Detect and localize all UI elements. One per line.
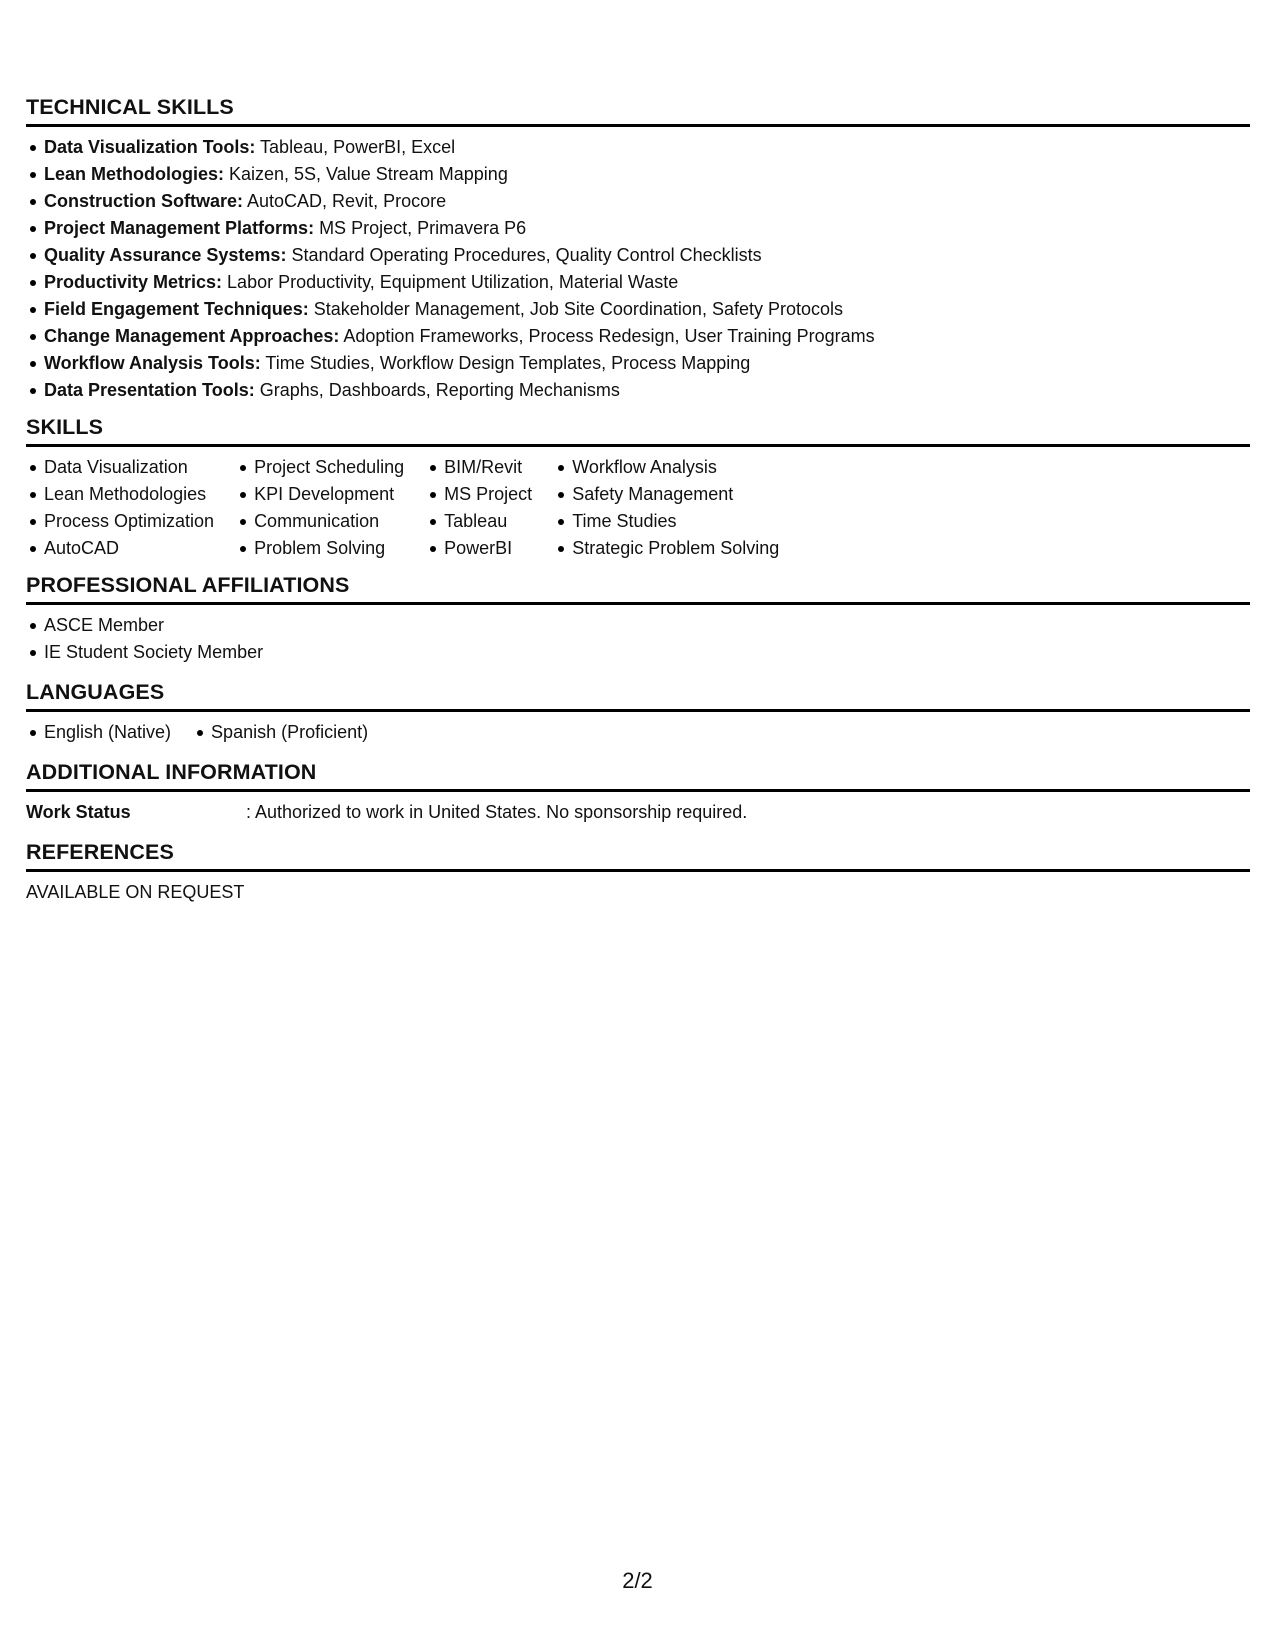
list-item: Problem Solving — [236, 535, 404, 562]
section-title-references: REFERENCES — [26, 839, 1250, 872]
skills-column — [554, 454, 779, 562]
skill-category-value: Standard Operating Procedures, Quality Control Checklists — [286, 245, 762, 265]
section-title-affiliations: PROFESSIONAL AFFILIATIONS — [26, 572, 1250, 605]
section-title-languages: LANGUAGES — [26, 679, 1250, 712]
skills-column — [26, 454, 214, 562]
list-item: Project Scheduling — [236, 454, 404, 481]
technical-skills-section — [26, 94, 1250, 404]
list-item: Data Visualization — [26, 454, 214, 481]
list-item: Time Studies — [554, 508, 779, 535]
list-item — [26, 296, 1250, 323]
references-section — [26, 839, 1250, 906]
list-item — [26, 188, 1250, 215]
list-item: MS Project — [426, 481, 532, 508]
work-status-label: Work Status — [26, 802, 131, 822]
section-title-skills: SKILLS — [26, 414, 1250, 447]
additional-info-section — [26, 759, 1250, 826]
skill-category-label: Field Engagement Techniques: — [44, 299, 309, 319]
list-item — [26, 161, 1250, 188]
list-item: Strategic Problem Solving — [554, 535, 779, 562]
list-item: Spanish (Proficient) — [193, 719, 368, 746]
affiliations-list — [26, 605, 1250, 666]
list-item — [26, 350, 1250, 377]
skill-category-value: Time Studies, Workflow Design Templates, Process Mapping — [260, 353, 751, 373]
list-item: Tableau — [426, 508, 532, 535]
skill-category-label: Quality Assurance Systems: — [44, 245, 287, 265]
list-item: Lean Methodologies — [26, 481, 214, 508]
list-item: Communication — [236, 508, 404, 535]
references-text: AVAILABLE ON REQUEST — [26, 882, 245, 902]
work-status-row — [26, 792, 1250, 826]
skills-column — [236, 454, 404, 562]
section-title-additional-info: ADDITIONAL INFORMATION — [26, 759, 1250, 792]
skill-category-label: Change Management Approaches: — [44, 326, 340, 346]
skill-category-label: Workflow Analysis Tools: — [44, 353, 261, 373]
list-item: KPI Development — [236, 481, 404, 508]
list-item: BIM/Revit — [426, 454, 532, 481]
skill-category-value: AutoCAD, Revit, Procore — [243, 191, 447, 211]
skill-category-label: Construction Software: — [44, 191, 244, 211]
affiliations-section — [26, 572, 1250, 666]
skill-category-label: Lean Methodologies: — [44, 164, 224, 184]
list-item: ASCE Member — [26, 612, 1250, 639]
list-item — [26, 242, 1250, 269]
skills-section — [26, 414, 1250, 562]
skill-category-label: Productivity Metrics: — [44, 272, 223, 292]
list-item: AutoCAD — [26, 535, 214, 562]
skill-category-value: Graphs, Dashboards, Reporting Mechanisms — [254, 380, 620, 400]
list-item: Workflow Analysis — [554, 454, 779, 481]
list-item — [26, 269, 1250, 296]
skill-category-value: Stakeholder Management, Job Site Coordination, Safety Protocols — [308, 299, 844, 319]
skill-category-label: Project Management Platforms: — [44, 218, 315, 238]
skill-category-label: Data Visualization Tools: — [44, 137, 256, 157]
languages-list — [26, 712, 1250, 746]
resume-page — [26, 94, 1250, 906]
list-item — [26, 215, 1250, 242]
list-item: IE Student Society Member — [26, 639, 1250, 666]
skills-grid — [26, 447, 1250, 562]
section-title-technical-skills: TECHNICAL SKILLS — [26, 94, 1250, 127]
technical-skills-list — [26, 127, 1250, 404]
skill-category-value: MS Project, Primavera P6 — [314, 218, 527, 238]
work-status-value: : Authorized to work in United States. No sponsorship required. — [246, 802, 748, 822]
list-item — [26, 377, 1250, 404]
list-item — [26, 323, 1250, 350]
list-item: English (Native) — [26, 719, 171, 746]
page-number: 2/2 — [622, 1568, 653, 1593]
skill-category-label: Data Presentation Tools: — [44, 380, 255, 400]
list-item: Safety Management — [554, 481, 779, 508]
list-item — [26, 134, 1250, 161]
skills-column — [426, 454, 532, 562]
skill-category-value: Kaizen, 5S, Value Stream Mapping — [224, 164, 508, 184]
skill-category-value: Adoption Frameworks, Process Redesign, User Training Programs — [339, 326, 875, 346]
languages-section — [26, 679, 1250, 746]
skill-category-value: Tableau, PowerBI, Excel — [255, 137, 456, 157]
list-item: PowerBI — [426, 535, 532, 562]
list-item: Process Optimization — [26, 508, 214, 535]
skill-category-value: Labor Productivity, Equipment Utilization, Material Waste — [222, 272, 679, 292]
